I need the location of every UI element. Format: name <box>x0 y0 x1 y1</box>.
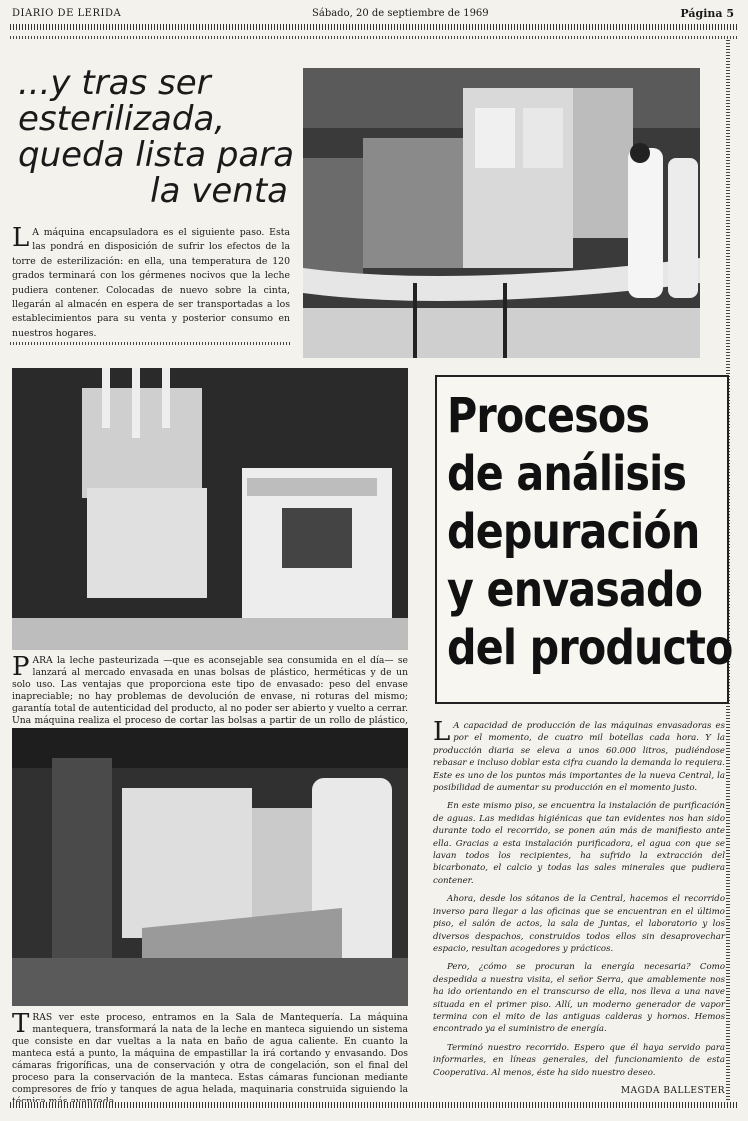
top-story-body <box>12 223 290 341</box>
newspaper-name: DIARIO DE LERIDA <box>12 8 122 19</box>
photo-butter-room <box>12 728 408 1006</box>
title-line-4: la venta <box>150 171 288 211</box>
title-line-1: ...y tras ser <box>18 63 211 103</box>
feature-article <box>433 717 725 1097</box>
top-story-title <box>18 63 295 211</box>
caption-bagging-text: ARA la leche pasteurizada —que es aconsejable sea consumida en el día— se lanzará al mercado envasada en unas bolsas de plástico, herméticas y de un solo uso. Las ventajas que proporciona este tipo de envasado: peso del envase inapreciable; no hay problemas de devolución de envase, ni roturas del mismo; garantía total de autenticidad del producto, al no poder ser abierto y vuelto a cerrar. Una máquina realiza el proceso de cortar las bolsas a partir de un rollo de plástico, <box>12 655 408 726</box>
page-number: Página 5 <box>680 7 734 20</box>
article-paragraph-4: Pero, ¿cómo se procuran la energía necesaria? Como despedida a nuestra visita, el señor Serra, que amablemente nos ha ido orientando en el transcurso de ella, nos lleva a una nave situada en el primer piso. Allí, un moderno generador de vapor termina con el mito de las antiguas calderas y hornos. Hemos encontrado ya el suministro de energía. <box>433 962 725 1035</box>
author-signature: MAGDA BALLESTER <box>620 1085 725 1096</box>
caption-bagging <box>12 652 408 739</box>
top-story-text: A máquina encapsuladora es el siguiente paso. Esta las pondrá en disposición de sufrir los efectos de la torre de esterilización: en ella, una temperatura de 120 grados terminará con los gérmenes nocivos que la leche pudiera contener. Colocadas de nuevo sobre la cinta, llegarán al almacén en espera de ser transportadas a los establecimientos para su venta y posterior consumo en nuestros hogares. <box>12 227 290 339</box>
feature-title-line-5: del producto <box>447 620 733 676</box>
title-line-2: esterilizada, <box>18 99 226 139</box>
footer-rule <box>10 1102 738 1108</box>
article-paragraph-5: Terminó nuestro recorrido. Espero que él haya servido para informarles, en líneas generales, del funcionamiento de esta Cooperativa. Al menos, éste ha sido nuestro deseo. <box>433 1042 725 1078</box>
bagging-machine-image <box>12 368 408 650</box>
issue-date: Sábado, 20 de septiembre de 1969 <box>312 8 489 19</box>
caption-butter-text: RAS ver este proceso, entramos en la Sala de Mantequería. La máquina mantequera, transformará la nata de la leche en manteca siguiendo un sistema que consiste en dar vueltas a la nata en baño de agua caliente. En cuanto la manteca está a punto, la máquina de empastillar la irá cortando y envasando. Dos cámaras frigoríficas, una de conservación y otra de congelación, son el final del proceso para la conservación de la manteca. Estas cámaras funcionan mediante compresores de frío y tanques de agua helada, maquinaria construida siguiendo la <box>12 1012 408 1095</box>
butter-room-image <box>12 728 408 1006</box>
article-paragraph-1 <box>433 717 725 794</box>
title-line-3: queda lista para <box>18 135 295 175</box>
feature-title-line-4: y envasado <box>447 562 703 618</box>
photo-bagging-machine <box>12 368 408 650</box>
sterilization-machine-image <box>303 68 700 358</box>
feature-title <box>447 387 733 677</box>
feature-title-line-1: Procesos <box>447 388 650 444</box>
photo-sterilization-machine <box>303 68 700 358</box>
feature-title-box <box>435 375 733 704</box>
paragraph-text: A capacidad de producción de las máquinas envasadoras es por el momento, de cuatro mil botellas cada hora. Y la producción diaria se eleva a unos 60.000 litros, pudiéndose rebasar e incluso doblar esta cifra cuando la demanda lo requiera. Este es uno de los puntos más importantes de la nueva Central, la posibilidad de aumentar su producción en el momento justo. <box>433 721 725 794</box>
section-rule <box>10 342 290 345</box>
feature-title-line-2: de análisis <box>447 446 687 502</box>
article-paragraph-2: En este mismo piso, se encuentra la instalación de purificación de aguas. Las medidas higiénicas que tan evidentes nos han sido durante todo el recorrido, se ponen aún más de manifiesto ante ella. Gracias a esta instalación purificadora, el agua con que se lavan todos los recipientes, ha sufrido la extracción del bicarbonato, el calcio y todas las sales minerales que pudiera contener. <box>433 801 725 886</box>
article-paragraph-3: Ahora, desde los sótanos de la Central, hacemos el recorrido inverso para llegar a las oficinas que se encuentran en el último piso, el salón de actos, la sala de Juntas, el laboratorio y los diversos despachos, construidos todos ellos sin desaprovechar espacio, resultan acogedores y prácticos. <box>433 894 725 954</box>
header-rule-2 <box>10 36 738 39</box>
page-header <box>12 6 734 22</box>
dropcap: T <box>12 1009 30 1039</box>
feature-title-line-3: depuración <box>447 504 700 560</box>
dropcap: P <box>12 652 30 682</box>
dropcap: L <box>433 717 451 747</box>
caption-butter <box>12 1009 408 1108</box>
header-rule <box>10 24 738 30</box>
dropcap: L <box>12 223 30 253</box>
